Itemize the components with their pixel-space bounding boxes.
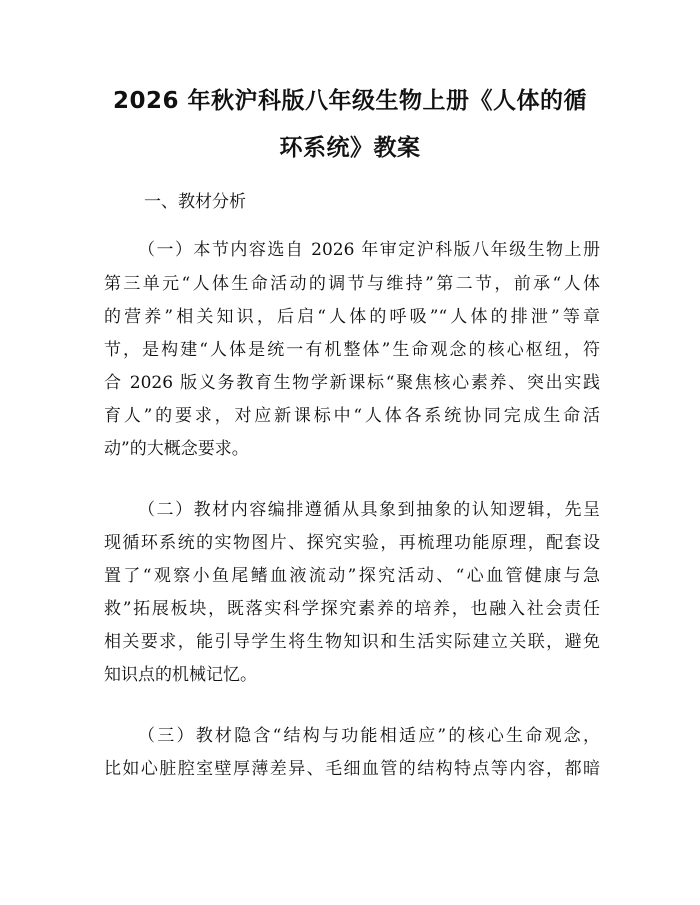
paragraph-line: 的营养”相关知识，后启“人体的呼吸”“人体的排泄”等章 [104,307,600,327]
paragraph-line: 现循环系统的实物图片、探究实验，再梳理功能原理，配套设 [104,533,600,553]
paragraph-line: （一）本节内容选自 2026 年审定沪科版八年级生物上册 [138,240,600,260]
paragraph-line: 合 2026 版义务教育生物学新课标“聚焦核心素养、突出实践 [104,373,600,393]
paragraph-line: 节，是构建“人体是统一有机整体”生命观念的核心枢纽，符 [104,340,600,360]
paragraph-line: 第三单元“人体生命活动的调节与维持”第二节，前承“人体 [104,274,600,294]
section-heading: 一、教材分析 [144,192,246,212]
paragraph-line: 救”拓展板块，既落实科学探究素养的培养，也融入社会责任 [104,599,600,619]
paragraph-line: 置了“观察小鱼尾鳍血液流动”探究活动、“心血管健康与急 [104,566,600,586]
paragraph-line: 育人”的要求，对应新课标中“人体各系统协同完成生命活 [104,406,600,426]
document-title-line-2: 环系统》教案 [279,135,421,161]
paragraph-line: 相关要求，能引导学生将生物知识和生活实际建立关联，避免 [104,632,600,652]
paragraph-line: 动”的大概念要求。 [104,439,249,459]
paragraph-line: （二）教材内容编排遵循从具象到抽象的认知逻辑，先呈 [138,500,600,520]
paragraph-line: 知识点的机械记忆。 [104,665,257,685]
paragraph-line: （三）教材隐含“结构与功能相适应”的核心生命观念， [138,726,600,746]
paragraph-line: 比如心脏腔室壁厚薄差异、毛细血管的结构特点等内容，都暗 [104,759,600,779]
document-title-line-1: 2026 年秋沪科版八年级生物上册《人体的循 [112,88,588,114]
